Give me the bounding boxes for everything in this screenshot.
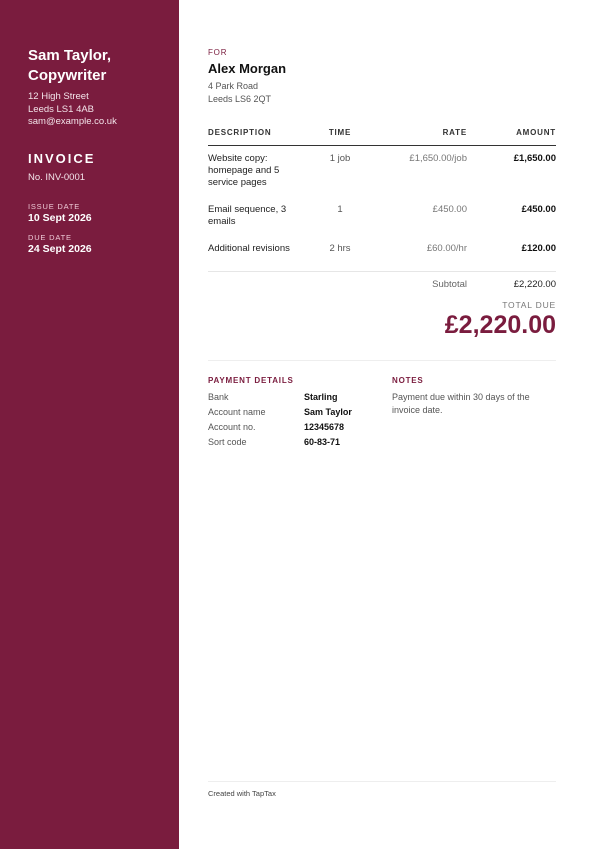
row-description: Email sequence, 3 emails — [208, 204, 287, 227]
client-address — [208, 80, 271, 105]
footer-divider — [208, 781, 556, 782]
seller-address-line1: 12 High Street — [28, 91, 89, 102]
due-date-label: DUE DATE — [28, 233, 72, 242]
row-amount: £450.00 — [521, 204, 556, 215]
invoice-body — [208, 0, 556, 849]
row-rate: £450.00 — [432, 204, 467, 215]
payment-value: Sam Taylor — [304, 407, 352, 417]
sidebar — [0, 0, 179, 849]
row-time: 1 job — [329, 153, 351, 164]
footer-credit: Created with TapTax — [208, 789, 276, 798]
due-date: 24 Sept 2026 — [28, 243, 92, 255]
invoice-number: No. INV-0001 — [28, 172, 86, 183]
for-label: FOR — [208, 48, 228, 57]
payment-label: Sort code — [208, 437, 247, 447]
row-amount: £120.00 — [521, 243, 556, 254]
seller-address — [28, 91, 117, 129]
row-description: Additional revisions — [208, 243, 290, 254]
seller-email: sam@example.co.uk — [28, 116, 117, 127]
subtotal-value: £2,220.00 — [513, 279, 556, 290]
payment-divider — [208, 360, 556, 361]
payment-details-heading: PAYMENT DETAILS — [208, 376, 294, 385]
payment-value: Starling — [304, 392, 338, 402]
header-time: TIME — [328, 128, 352, 137]
subtotal-divider — [208, 271, 556, 272]
client-address-line2: Leeds LS6 2QT — [208, 93, 272, 104]
row-time: 2 hrs — [329, 243, 351, 254]
row-time: 1 — [337, 204, 343, 215]
client-name: Alex Morgan — [208, 61, 287, 76]
issue-date: 10 Sept 2026 — [28, 212, 92, 224]
total-due-value: £2,220.00 — [444, 311, 556, 339]
payment-label: Account name — [208, 407, 266, 417]
seller-name: Sam Taylor, Copywriter — [28, 47, 112, 84]
notes-heading: NOTES — [392, 376, 424, 385]
header-rate: RATE — [442, 128, 467, 137]
seller-address-line2: Leeds LS1 4AB — [28, 103, 95, 115]
row-amount: £1,650.00 — [513, 153, 556, 164]
payment-label: Bank — [208, 392, 229, 402]
payment-value: 12345678 — [304, 422, 345, 432]
header-amount: AMOUNT — [516, 128, 556, 137]
client-address-line1: 4 Park Road — [208, 81, 259, 91]
payment-label: Account no. — [208, 422, 256, 432]
subtotal-label: Subtotal — [432, 279, 467, 290]
row-description: Website copy: homepage and 5 service pages — [208, 153, 280, 188]
table-header-divider — [208, 145, 556, 146]
notes-text: Payment due within 30 days of the invoice date. — [392, 392, 530, 415]
total-due-label: TOTAL DUE — [502, 300, 556, 310]
row-rate: £60.00/hr — [426, 243, 467, 254]
invoice-title: INVOICE — [28, 151, 96, 166]
issue-date-label: ISSUE DATE — [28, 202, 81, 211]
row-rate: £1,650.00/job — [409, 153, 467, 164]
payment-value: 60-83-71 — [304, 437, 341, 447]
header-description: DESCRIPTION — [208, 128, 272, 137]
